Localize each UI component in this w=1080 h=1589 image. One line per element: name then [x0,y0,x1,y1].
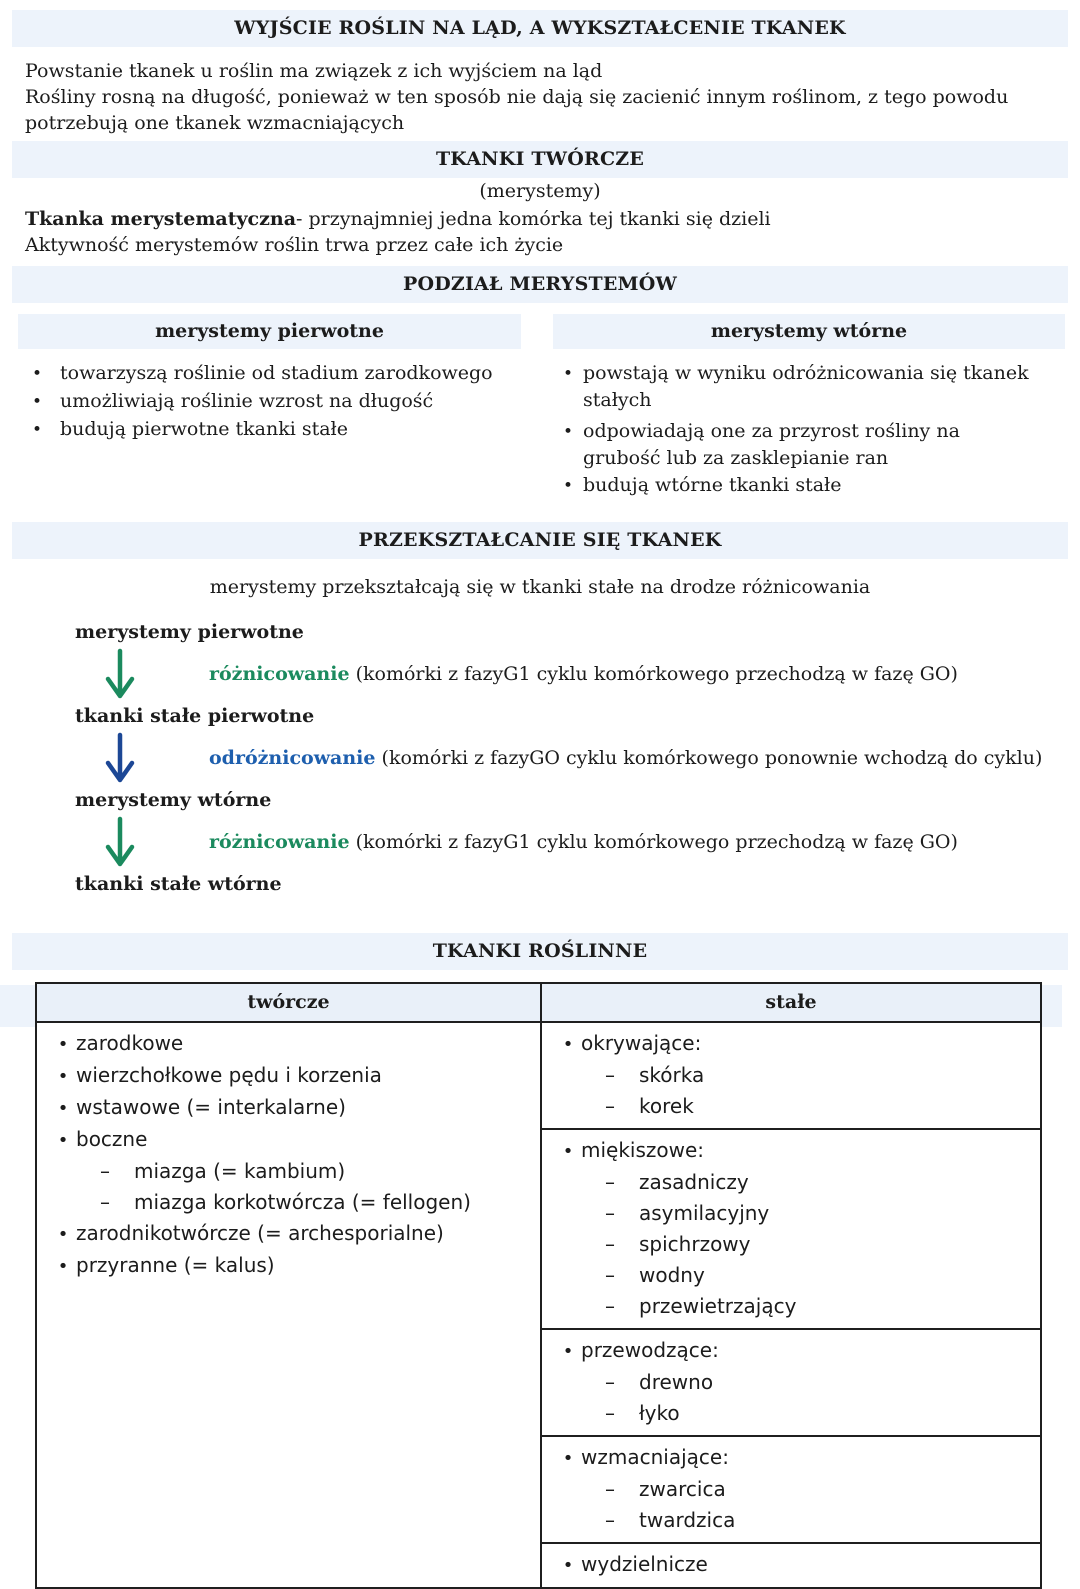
dash-icon [597,1398,639,1429]
table-subitem-text: zasadniczy [639,1170,749,1194]
down-arrow-green-icon [103,648,137,700]
table-subitem [542,1091,1034,1122]
table-subitem [542,1398,1034,1429]
column-primary-meristems [18,314,521,500]
list-item [553,360,1065,414]
column-secondary-list [553,360,1065,500]
table-header-tworcze: twórcze [36,983,541,1022]
flow-node-primary-meristems: merystemy pierwotne [75,621,304,643]
column-primary-header: merystemy pierwotne [18,314,521,349]
list-item [553,472,1065,500]
table-subitem-text: twardzica [639,1508,736,1532]
table-subitem-text: miazga (= kambium) [134,1159,346,1183]
section-title-tkanki-roslinne: TKANKI ROŚLINNE [12,933,1068,970]
flow-node-secondary-meristems: merystemy wtórne [75,789,272,811]
table-subitem-text: zwarcica [639,1477,726,1501]
column-primary-list [18,360,521,444]
table-item-text: boczne [76,1127,148,1151]
dash-icon [597,1198,639,1229]
table-row [36,1022,1041,1129]
meristem-definition [25,206,1040,258]
bullet-icon [553,418,583,472]
table-subitem-text: asymilacyjny [639,1201,770,1225]
bullet-icon [18,360,60,388]
plant-tissues-table-wrap [0,982,1080,1589]
dash-icon [597,1091,639,1122]
table-subitem-text: skórka [639,1063,705,1087]
dash-icon [92,1156,134,1187]
table-item [542,1549,1034,1581]
meristem-columns [18,314,1065,500]
flow-term-note: (komórki z fazyG1 cyklu komórkowego przechodzą w fazę GO) [349,663,958,685]
table-item-text: zarodkowe [76,1031,184,1055]
list-item [18,388,521,416]
table-subitem [542,1198,1034,1229]
flow-step-dedifferentiation [103,732,1080,784]
transform-note: merystemy przekształcają się w tkanki stałe na drodze różnicowania [209,576,871,598]
bullet-icon [50,1060,76,1092]
definition-term: Tkanka merystematyczna [25,208,297,230]
table-item-text: przewodzące: [581,1338,719,1362]
dash-icon [597,1291,639,1322]
table-subitem-text: spichrzowy [639,1232,751,1256]
table-subitem [542,1367,1034,1398]
table-item-text: wzmacniające: [581,1445,729,1469]
flow-step-differentiation-1 [103,648,1080,700]
table-subitem [542,1167,1034,1198]
table-item-text: wydzielnicze [581,1552,708,1576]
bullet-icon [555,1135,581,1167]
table-subitem [37,1187,534,1218]
column-secondary-meristems [553,314,1065,500]
table-item [542,1442,1034,1474]
table-subitem-text: przewietrzający [639,1294,797,1318]
table-item-text: zarodnikotwórcze (= archesporialne) [76,1221,444,1245]
table-item [542,1335,1034,1367]
list-item-text: towarzyszą roślinie od stadium zarodkowego [60,362,493,384]
down-arrow-blue-icon [103,732,137,784]
table-subitem-text: korek [639,1094,694,1118]
list-item [18,416,521,444]
table-cell-tworcze [36,1022,541,1588]
dash-icon [597,1474,639,1505]
column-secondary-header: merystemy wtórne [553,314,1065,349]
table-cell-wydzielnicze [541,1543,1041,1588]
table-cell-przewodzace [541,1329,1041,1436]
table-subitem-text: wodny [639,1263,705,1287]
table-item [37,1092,534,1124]
bullet-icon [553,360,583,414]
bullet-icon [18,388,60,416]
table-item-text: przyranne (= kalus) [76,1253,275,1277]
flow-step-label [209,829,958,855]
table-item [37,1028,534,1060]
table-item-text: wstawowe (= interkalarne) [76,1095,346,1119]
table-item [542,1028,1034,1060]
flow-term: różnicowanie [209,663,350,685]
table-subitem-text: miazga korkotwórcza (= fellogen) [134,1190,471,1214]
list-item [18,360,521,388]
dash-icon [597,1229,639,1260]
section-title-podzial-merystemow: PODZIAŁ MERYSTEMÓW [12,266,1068,303]
tissue-transformation-diagram [75,619,1080,897]
bullet-icon [555,1028,581,1060]
table-subitem-text: drewno [639,1370,714,1394]
definition-text: - przynajmniej jedna komórka tej tkanki się dzieli [296,208,771,230]
flow-step-label [209,661,958,687]
bullet-icon [18,416,60,444]
bullet-icon [50,1028,76,1060]
table-subitem [37,1156,534,1187]
table-item-text: wierzchołkowe pędu i korzenia [76,1063,382,1087]
section-title-przeksztalcanie: PRZEKSZTAŁCANIE SIĘ TKANEK [12,522,1068,559]
flow-step-differentiation-2 [103,816,1080,868]
table-item [37,1250,534,1282]
intro-line-1: Powstanie tkanek u roślin ma związek z ich wyjściem na ląd [25,60,603,82]
table-subitem [542,1229,1034,1260]
dash-icon [597,1367,639,1398]
table-header-stale: stałe [541,983,1041,1022]
bullet-icon [555,1549,581,1581]
intro-paragraph [25,58,1040,136]
list-item-text: budują wtórne tkanki stałe [583,474,842,496]
table-subitem [542,1060,1034,1091]
definition-line-1 [25,206,1040,232]
list-item-text: umożliwiają roślinie wzrost na długość [60,390,434,412]
dash-icon [597,1260,639,1291]
list-item-text: odpowiadają one za przyrost rośliny na grubość lub za zasklepianie ran [583,420,960,469]
table-item [542,1135,1034,1167]
intro-line-2: Rośliny rosną na długość, ponieważ w ten sposób nie dają się zacienić innym roślinom, z tego powodu potrzebują one tkanek wzmacniających [25,86,1009,134]
section-title-tkanki-tworcze: TKANKI TWÓRCZE [12,141,1068,178]
table-subitem [542,1505,1034,1536]
dash-icon [597,1060,639,1091]
list-item-text: budują pierwotne tkanki stałe [60,418,348,440]
section-title-wyjscie-roslin: WYJŚCIE ROŚLIN NA LĄD, A WYKSZTAŁCENIE TKANEK [12,10,1068,47]
flow-step-label [209,745,1042,771]
definition-line-2: Aktywność merystemów roślin trwa przez całe ich życie [25,234,564,256]
table-header-row [36,983,1041,1022]
table-subitem [542,1260,1034,1291]
dash-icon [597,1167,639,1198]
dash-icon [92,1187,134,1218]
bullet-icon [50,1250,76,1282]
flow-term-note: (komórki z fazyGO cyklu komórkowego ponownie wchodzą do cyklu) [375,747,1043,769]
table-subitem [542,1474,1034,1505]
table-item [37,1218,534,1250]
table-cell-miekiszowe [541,1129,1041,1329]
bullet-icon [553,472,583,500]
table-item-text: okrywające: [581,1031,702,1055]
section-subtitle-merystemy: (merystemy) [479,180,601,202]
bullet-icon [555,1335,581,1367]
list-item [553,418,1065,472]
table-subitem [542,1291,1034,1322]
table-item [37,1060,534,1092]
table-cell-okrywajace [541,1022,1041,1129]
flow-term: odróżnicowanie [209,747,376,769]
bullet-icon [50,1218,76,1250]
bullet-icon [50,1124,76,1156]
flow-node-secondary-permanent-tissues: tkanki stałe wtórne [75,873,282,895]
table-cell-wzmacniajace [541,1436,1041,1543]
table-item [37,1124,534,1156]
dash-icon [597,1505,639,1536]
down-arrow-green-icon [103,816,137,868]
flow-term-note: (komórki z fazyG1 cyklu komórkowego przechodzą w fazę GO) [349,831,958,853]
bullet-icon [50,1092,76,1124]
table-item-text: miękiszowe: [581,1138,705,1162]
flow-node-primary-permanent-tissues: tkanki stałe pierwotne [75,705,315,727]
bullet-icon [555,1442,581,1474]
flow-term: różnicowanie [209,831,350,853]
plant-tissues-table [35,982,1042,1589]
table-subitem-text: łyko [639,1401,680,1425]
list-item-text: powstają w wyniku odróżnicowania się tkanek stałych [583,362,1029,411]
